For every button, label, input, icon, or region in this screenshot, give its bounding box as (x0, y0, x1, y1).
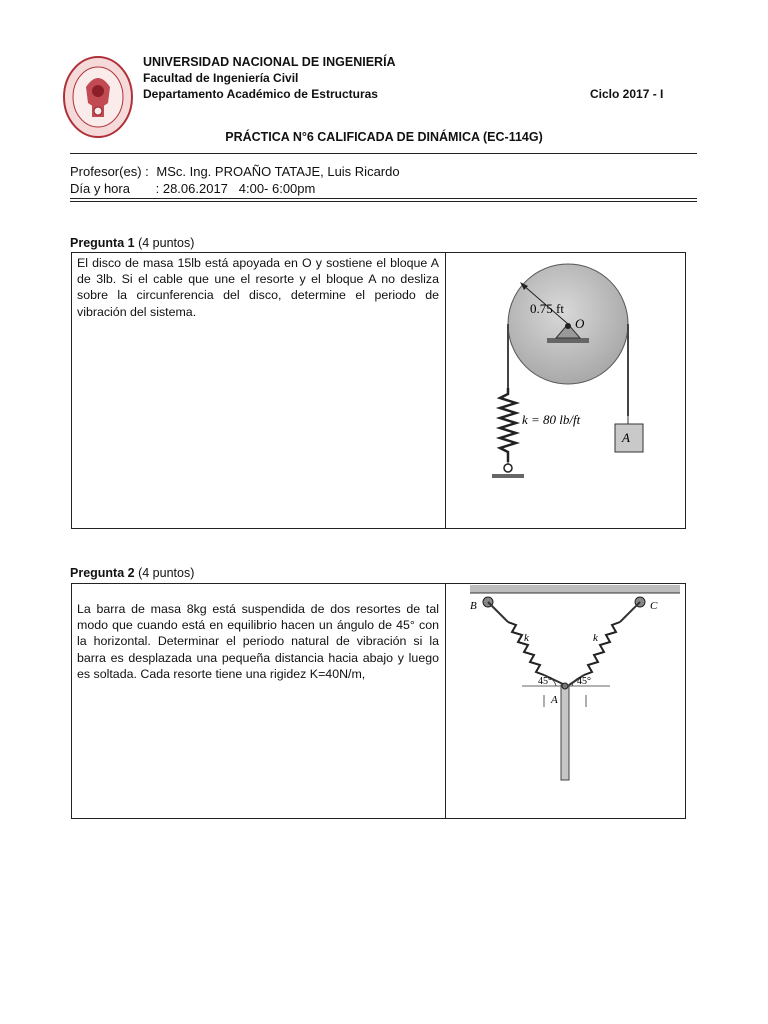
question-2-column-divider (445, 583, 446, 819)
date-label: Día y hora (70, 181, 130, 196)
question-1-text: El disco de masa 15lb está apoyada en O y sostiene el bloque A de 3lb. Si el cable que une el resorte y el bloque A no desliza sobre la circunferencia del disco, determine el periodo de vibración del sistema. (77, 256, 439, 319)
professor-line (70, 163, 400, 180)
info-divider-top (70, 198, 697, 199)
professor-label: Profesor(es) : (70, 164, 149, 179)
spring-label: k = 80 lb/ft (522, 412, 581, 427)
left-spring-label: k (524, 632, 529, 644)
point-a-label: A (551, 694, 558, 706)
right-spring-label: k (593, 632, 598, 644)
bar-shape (561, 685, 569, 780)
radius-label: 0.75 ft (530, 301, 564, 316)
right-spring (584, 622, 620, 675)
question-2-heading (70, 566, 194, 580)
university-name: UNIVERSIDAD NACIONAL DE INGENIERÍA (143, 55, 396, 69)
question-1-heading (70, 236, 194, 250)
exam-title: PRÁCTICA N°6 CALIFICADA DE DINÁMICA (EC-114G) (225, 130, 543, 144)
question-1-figure (470, 256, 660, 496)
question-2-label: Pregunta 2 (70, 566, 135, 580)
block-label: A (622, 430, 630, 445)
question-1-column-divider (445, 252, 446, 529)
cycle-label: Ciclo 2017 - I (590, 87, 664, 101)
date-line (70, 180, 315, 197)
support-b-label: B (470, 600, 477, 612)
angle-right-label: 45° (577, 676, 591, 687)
spring-shape (500, 388, 516, 462)
question-2-points: (4 puntos) (138, 566, 195, 580)
question-1-label: Pregunta 1 (70, 236, 135, 250)
support-c-label: C (650, 600, 658, 612)
header-divider (70, 153, 697, 154)
question-2-text: La barra de masa 8kg está suspendida de dos resortes de tal modo que cuando está en equilibrio hacen un ángulo de 45° con la horizontal. Determinar el periodo natural de vibración si la barra es desplazada una pequeña distancia hacia abajo y luego es soltada. Cada resorte tiene una rigidez K=40N/m, (77, 602, 439, 681)
professor-name: MSc. Ing. PROAÑO TATAJE, Luis Ricardo (156, 164, 400, 179)
info-divider-bottom (70, 201, 697, 202)
question-1-points: (4 puntos) (138, 236, 195, 250)
angle-left-label: 45° (538, 676, 552, 687)
pivot-label: O (575, 316, 585, 331)
left-spring (508, 622, 544, 675)
date-value: : 28.06.2017 4:00- 6:00pm (155, 181, 316, 196)
university-seal-logo (62, 55, 134, 139)
faculty-name: Facultad de Ingeniería Civil (143, 71, 299, 85)
department-name: Departamento Académico de Estructuras (143, 87, 378, 101)
question-2-figure (460, 585, 685, 790)
